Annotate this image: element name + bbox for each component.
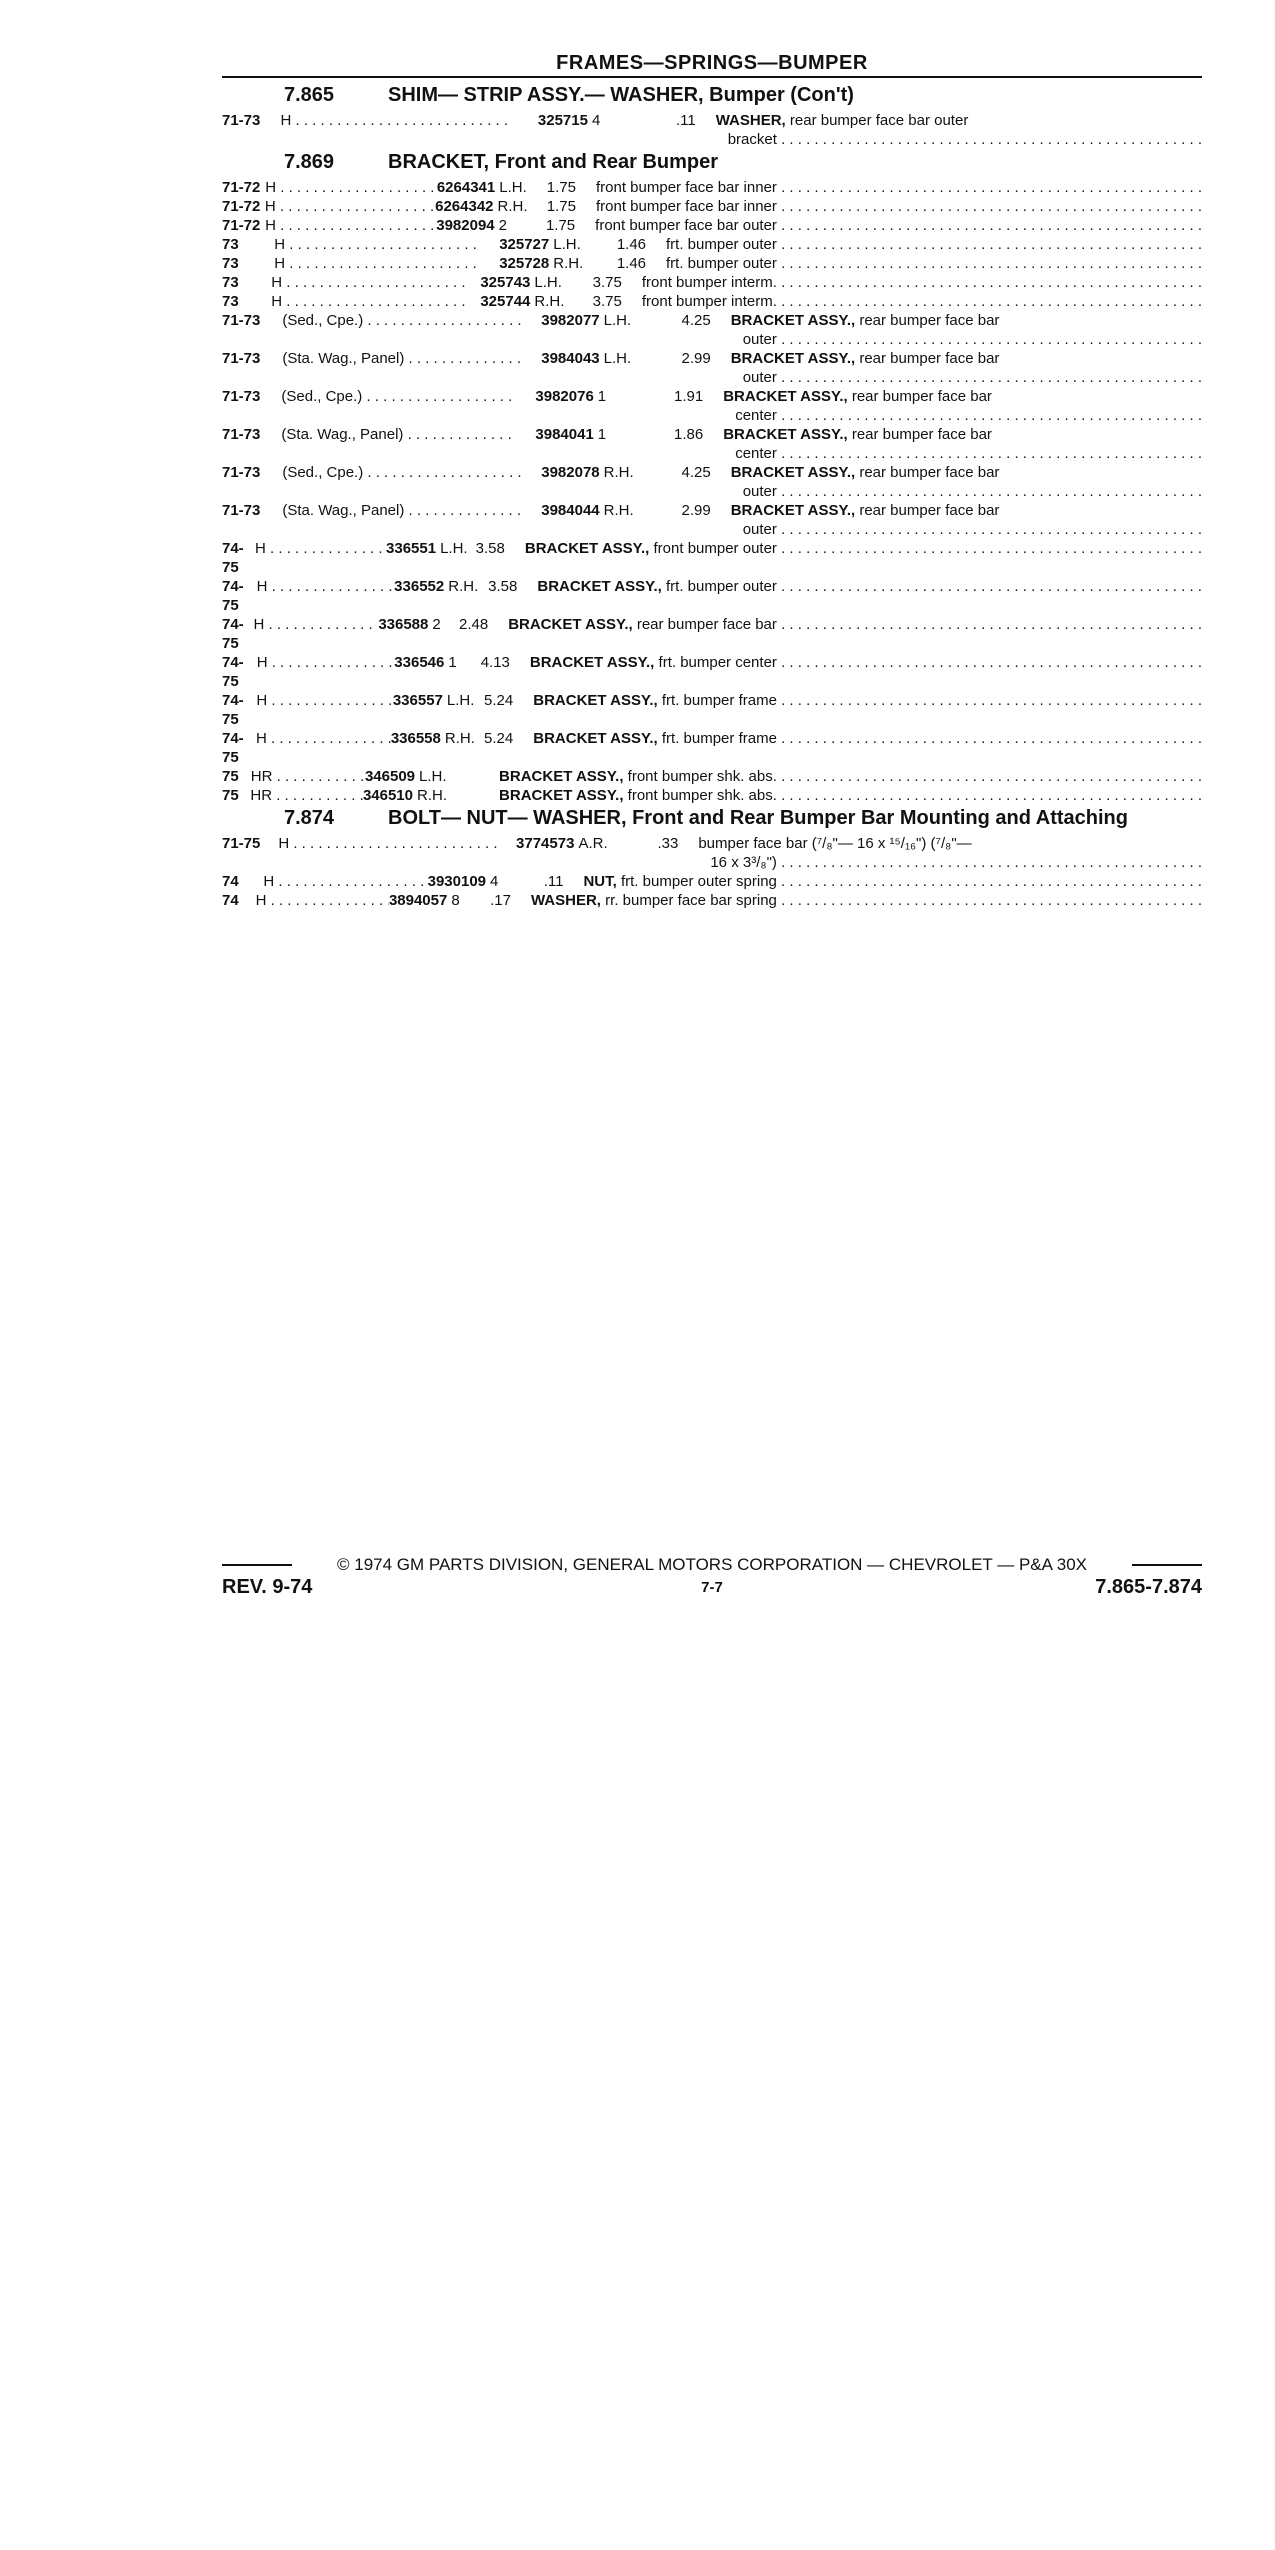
price-cell: 1.46 (616, 255, 647, 272)
year-cell: 73 (222, 274, 239, 291)
description-line (531, 891, 1202, 910)
part-number-cell: 3984041 (535, 426, 594, 443)
description-text: rear bumper face bar (847, 388, 992, 405)
header-rule (222, 76, 1202, 78)
section-number: 7.874 (284, 807, 335, 829)
quantity-cell: L.H. (419, 768, 447, 785)
page-header: FRAMES—SPRINGS—BUMPER (556, 52, 868, 74)
description-line (723, 425, 1202, 444)
part-number-cell: 3894057 (388, 892, 448, 909)
part-number-cell: 336558 (390, 730, 441, 747)
description-text: outer (742, 331, 777, 348)
part-number-cell: 3774573 (516, 835, 575, 852)
part-row (222, 178, 1202, 197)
description-line (499, 786, 1202, 805)
description-cell (716, 111, 1202, 149)
quantity-cell: R.H. (553, 255, 584, 272)
year-cell: 71-72 (222, 217, 261, 234)
part-number-cell: 6264341 (436, 179, 496, 196)
model-cell: H . . . (263, 872, 427, 891)
part-row (222, 311, 1202, 349)
description-cell (525, 539, 1202, 558)
footer-range: 7.865-7.874 (1095, 1576, 1203, 1598)
price-cell: 5.24 (484, 692, 514, 709)
year-cell: 71-73 (222, 502, 261, 519)
description-keyword: BRACKET ASSY., (537, 578, 662, 595)
description-keyword: BRACKET ASSY., (730, 312, 856, 329)
description-keyword: WASHER, (715, 112, 786, 129)
description-line (595, 216, 1202, 235)
price-cell: .11 (675, 112, 696, 129)
description-text: front bumper outer (649, 540, 777, 557)
description-cell (666, 254, 1202, 273)
model-cell: H . . . (278, 834, 501, 853)
quantity-cell: L.H. (499, 179, 527, 196)
part-row (222, 653, 1202, 691)
price-cell: 3.58 (488, 578, 518, 595)
description-text: 16 x 3³/₈") (710, 854, 777, 871)
part-number-cell: 3984044 (541, 502, 600, 519)
description-keyword: BRACKET ASSY., (524, 540, 650, 557)
year-cell: 74 (222, 892, 239, 909)
description-text: frt. bumper frame (657, 730, 777, 747)
part-number-cell: 336551 (386, 540, 437, 557)
quantity-cell: L.H. (603, 312, 632, 329)
description-cell (731, 501, 1202, 539)
part-number-cell: 325728 (499, 255, 550, 272)
description-line (666, 254, 1202, 273)
description-line (666, 235, 1202, 254)
price-cell: 1.75 (545, 217, 576, 234)
footer-page-number: 7-7 (701, 1579, 723, 1596)
part-row (222, 216, 1202, 235)
model-cell: (Sta. Wag., Panel) . . . (282, 501, 521, 520)
quantity-cell: 2 (498, 217, 507, 234)
part-row (222, 235, 1202, 254)
description-line (731, 520, 1202, 539)
quantity-cell: 4 (591, 112, 601, 129)
quantity-cell: 2 (432, 616, 441, 633)
model-cell: (Sta. Wag., Panel) . . . (282, 349, 521, 368)
price-cell: 4.25 (681, 464, 711, 481)
description-text: rr. bumper face bar spring (600, 892, 777, 909)
part-number-cell: 3982094 (436, 217, 495, 234)
description-text: rear bumper face bar (847, 426, 992, 443)
description-line (530, 653, 1202, 672)
description-cell (596, 197, 1202, 216)
description-text: rear bumper face bar (855, 312, 1000, 329)
description-text: front bumper face bar outer (595, 217, 777, 234)
description-keyword: BRACKET ASSY., (730, 502, 856, 519)
year-cell: 75 (222, 768, 239, 785)
description-cell (583, 872, 1202, 891)
description-text: center (735, 407, 777, 424)
description-cell (537, 577, 1202, 596)
description-text: rear bumper face bar (855, 350, 1000, 367)
description-line (731, 501, 1202, 520)
quantity-cell: L.H. (553, 236, 581, 253)
description-line (525, 539, 1202, 558)
description-text: rear bumper face bar (632, 616, 777, 633)
price-cell: .33 (657, 835, 679, 852)
section-heading (222, 84, 1202, 107)
description-line (596, 178, 1202, 197)
description-text: front bumper face bar inner (595, 179, 777, 196)
description-cell (698, 834, 1202, 872)
footer-copyright-line (222, 1555, 1202, 1575)
price-cell: 2.48 (458, 616, 489, 633)
model-cell: H . . . (271, 273, 467, 292)
price-cell: 1.91 (674, 388, 704, 405)
part-number-cell: 6264342 (435, 198, 494, 215)
year-cell: 74 (222, 873, 239, 890)
description-text: frt. bumper outer (666, 255, 777, 272)
year-cell: 74-75 (222, 616, 244, 652)
quantity-cell: R.H. (417, 787, 447, 804)
description-text: rear bumper face bar (855, 502, 1000, 519)
description-text: front bumper interm. (641, 274, 777, 291)
description-keyword: BRACKET ASSY., (723, 388, 848, 405)
part-number-cell: 346509 (364, 768, 416, 785)
model-cell: H . . . (274, 254, 481, 273)
description-line (731, 349, 1202, 368)
description-line (731, 463, 1202, 482)
quantity-cell: R.H. (534, 293, 565, 310)
description-line (723, 406, 1202, 425)
price-cell: 4.25 (681, 312, 711, 329)
part-row (222, 872, 1202, 891)
part-number-cell: 336546 (394, 654, 445, 671)
part-row (222, 387, 1202, 425)
part-number-cell: 3982078 (541, 464, 600, 481)
price-cell: .17 (490, 892, 511, 909)
part-row (222, 425, 1202, 463)
model-cell: H . . . (280, 111, 512, 130)
part-row (222, 254, 1202, 273)
description-cell (666, 235, 1202, 254)
part-row (222, 273, 1202, 292)
footer-bottom (222, 1576, 1202, 1599)
description-text: front bumper shk. abs. (623, 768, 777, 785)
description-cell (596, 178, 1202, 197)
model-cell: H . . . (274, 235, 481, 254)
description-text: outer (742, 521, 777, 538)
description-cell (531, 891, 1202, 910)
description-line (583, 872, 1202, 891)
description-keyword: WASHER, (530, 892, 601, 909)
year-cell: 71-73 (222, 388, 261, 405)
model-cell: H . . . (265, 178, 437, 197)
description-cell (533, 729, 1202, 748)
description-text: front bumper face bar inner (595, 198, 777, 215)
model-cell: HR . . . (251, 767, 365, 786)
model-cell: (Sed., Cpe.) . . . (282, 311, 521, 330)
quantity-cell: R.H. (448, 578, 479, 595)
part-row (222, 834, 1202, 872)
quantity-cell: R.H. (497, 198, 528, 215)
model-cell: H . . . (256, 891, 389, 910)
description-keyword: BRACKET ASSY., (529, 654, 655, 671)
part-row (222, 539, 1202, 577)
description-line (731, 482, 1202, 501)
part-row (222, 111, 1202, 149)
quantity-cell: 1 (597, 426, 607, 443)
part-row (222, 786, 1202, 805)
price-cell: 1.86 (674, 426, 704, 443)
description-text: outer (742, 369, 777, 386)
part-number-cell: 325727 (499, 236, 550, 253)
description-keyword: BRACKET ASSY., (730, 464, 856, 481)
description-line (508, 615, 1202, 634)
year-cell: 71-73 (222, 350, 261, 367)
description-cell (731, 463, 1202, 501)
year-cell: 73 (222, 236, 239, 253)
part-row (222, 577, 1202, 615)
description-cell (499, 767, 1202, 786)
part-row (222, 691, 1202, 729)
description-text: rear bumper face bar outer (785, 112, 969, 129)
year-cell: 74-75 (222, 654, 244, 690)
sections-container (222, 84, 1202, 910)
quantity-cell: 1 (597, 388, 607, 405)
model-cell: (Sta. Wag., Panel) . . . (281, 425, 517, 444)
description-keyword: BRACKET ASSY., (499, 787, 624, 804)
description-text: frt. bumper outer (661, 578, 777, 595)
price-cell: 2.99 (681, 502, 711, 519)
quantity-cell: L.H. (440, 540, 468, 557)
model-cell: H . . . (255, 539, 386, 558)
section-title: BOLT— NUT— WASHER, Front and Rear Bumper Bar Mounting and Attaching (388, 807, 1128, 829)
model-cell: H . . . (265, 216, 436, 235)
part-row (222, 615, 1202, 653)
description-cell (499, 786, 1202, 805)
description-cell (642, 273, 1202, 292)
description-keyword: BRACKET ASSY., (533, 730, 658, 747)
description-line (716, 111, 1202, 130)
description-cell (723, 387, 1202, 425)
description-line (731, 311, 1202, 330)
part-row (222, 729, 1202, 767)
part-row (222, 197, 1202, 216)
section-number: 7.865 (284, 84, 335, 106)
quantity-cell: 8 (451, 892, 460, 909)
year-cell: 71-73 (222, 112, 261, 129)
description-text: front bumper interm. (641, 293, 777, 310)
description-keyword: NUT, (583, 873, 617, 890)
description-cell (595, 216, 1202, 235)
part-row (222, 292, 1202, 311)
year-cell: 74-75 (222, 578, 244, 614)
year-cell: 74-75 (222, 540, 244, 576)
description-text: frt. bumper outer spring (616, 873, 777, 890)
price-cell: 5.24 (484, 730, 514, 747)
footer-dash-right (1132, 1564, 1202, 1566)
part-row (222, 349, 1202, 387)
description-text: frt. bumper center (654, 654, 777, 671)
quantity-cell: L.H. (446, 692, 475, 709)
year-cell: 71-73 (222, 312, 261, 329)
model-cell: H . . . (256, 729, 391, 748)
description-line (716, 130, 1202, 149)
description-keyword: BRACKET ASSY., (508, 616, 633, 633)
year-cell: 71-75 (222, 835, 261, 852)
description-text: bracket (727, 131, 777, 148)
year-cell: 71-72 (222, 179, 261, 196)
price-cell: 3.75 (592, 274, 622, 291)
model-cell: H . . . (256, 691, 392, 710)
price-cell: 1.46 (616, 236, 647, 253)
description-text: center (735, 445, 777, 462)
price-cell: 1.75 (546, 179, 576, 196)
description-cell (731, 311, 1202, 349)
description-keyword: BRACKET ASSY., (499, 768, 624, 785)
description-cell (723, 425, 1202, 463)
footer-copyright: © 1974 GM PARTS DIVISION, GENERAL MOTORS CORPORATION — CHEVROLET — P&A 30X (336, 1555, 1087, 1574)
description-line (698, 853, 1202, 872)
quantity-cell: R.H. (603, 502, 634, 519)
description-cell (530, 653, 1202, 672)
description-cell (533, 691, 1202, 710)
model-cell: (Sed., Cpe.) . . . (281, 387, 517, 406)
year-cell: 71-73 (222, 426, 261, 443)
description-cell (508, 615, 1202, 634)
description-line (642, 273, 1202, 292)
year-cell: 73 (222, 255, 239, 272)
model-cell: H . . . (253, 615, 378, 634)
part-number-cell: 3982077 (541, 312, 600, 329)
part-number-cell: 336552 (394, 578, 445, 595)
year-cell: 71-72 (222, 198, 261, 215)
year-cell: 74-75 (222, 730, 244, 766)
part-number-cell: 325743 (480, 274, 531, 291)
part-row (222, 463, 1202, 501)
part-number-cell: 3982076 (535, 388, 594, 405)
description-line (596, 197, 1202, 216)
model-cell: H . . . (257, 653, 395, 672)
part-number-cell: 325715 (537, 112, 588, 129)
description-keyword: BRACKET ASSY., (533, 692, 658, 709)
part-number-cell: 346510 (362, 787, 413, 804)
description-line (533, 729, 1202, 748)
description-cell (642, 292, 1202, 311)
year-cell: 73 (222, 293, 239, 310)
model-cell: H . . . (257, 577, 395, 596)
part-row (222, 891, 1202, 910)
description-text: frt. bumper frame (657, 692, 777, 709)
part-number-cell: 336588 (378, 616, 429, 633)
price-cell: 3.75 (592, 293, 622, 310)
description-text: outer (742, 483, 777, 500)
quantity-cell: 1 (448, 654, 457, 671)
description-keyword: BRACKET ASSY., (730, 350, 856, 367)
price-cell: 2.99 (681, 350, 711, 367)
price-cell: 4.13 (480, 654, 510, 671)
price-cell: .11 (543, 873, 564, 890)
price-cell: 3.58 (475, 540, 505, 557)
description-cell (731, 349, 1202, 387)
description-text: frt. bumper outer (666, 236, 777, 253)
year-cell: 71-73 (222, 464, 261, 481)
section-heading (222, 807, 1202, 830)
quantity-cell: L.H. (534, 274, 562, 291)
part-number-cell: 325744 (480, 293, 531, 310)
part-row (222, 501, 1202, 539)
model-cell: HR . . . (250, 786, 363, 805)
section-title: SHIM— STRIP ASSY.— WASHER, Bumper (Con't) (388, 84, 854, 106)
footer-rev: REV. 9-74 (222, 1576, 313, 1598)
description-text: bumper face bar (⁷/₈"— 16 x ¹⁵/₁₆") (⁷/₈"— (698, 835, 972, 852)
catalog-page (222, 52, 1202, 910)
quantity-cell: R.H. (444, 730, 475, 747)
description-line (723, 444, 1202, 463)
description-line (499, 767, 1202, 786)
quantity-cell: 4 (490, 873, 499, 890)
model-cell: (Sed., Cpe.) . . . (282, 463, 521, 482)
description-keyword: BRACKET ASSY., (723, 426, 848, 443)
model-cell: H . . . (271, 292, 467, 311)
description-line (642, 292, 1202, 311)
description-line (731, 330, 1202, 349)
year-cell: 75 (222, 787, 239, 804)
section-title: BRACKET, Front and Rear Bumper (388, 151, 719, 173)
section-heading (222, 151, 1202, 174)
description-line (723, 387, 1202, 406)
part-number-cell: 336557 (392, 692, 443, 709)
description-text: rear bumper face bar (855, 464, 1000, 481)
description-line (537, 577, 1202, 596)
model-cell: H . . . (265, 197, 435, 216)
footer-dash-left (222, 1564, 292, 1566)
part-row (222, 767, 1202, 786)
quantity-cell: A.R. (578, 835, 608, 852)
description-text: front bumper shk. abs. (623, 787, 777, 804)
quantity-cell: R.H. (603, 464, 634, 481)
price-cell: 1.75 (546, 198, 576, 215)
part-number-cell: 3984043 (541, 350, 600, 367)
description-line (533, 691, 1202, 710)
quantity-cell: L.H. (603, 350, 632, 367)
section-number: 7.869 (284, 151, 335, 173)
year-cell: 74-75 (222, 692, 244, 728)
description-line (698, 834, 1202, 853)
description-line (731, 368, 1202, 387)
part-number-cell: 3930109 (427, 873, 487, 890)
